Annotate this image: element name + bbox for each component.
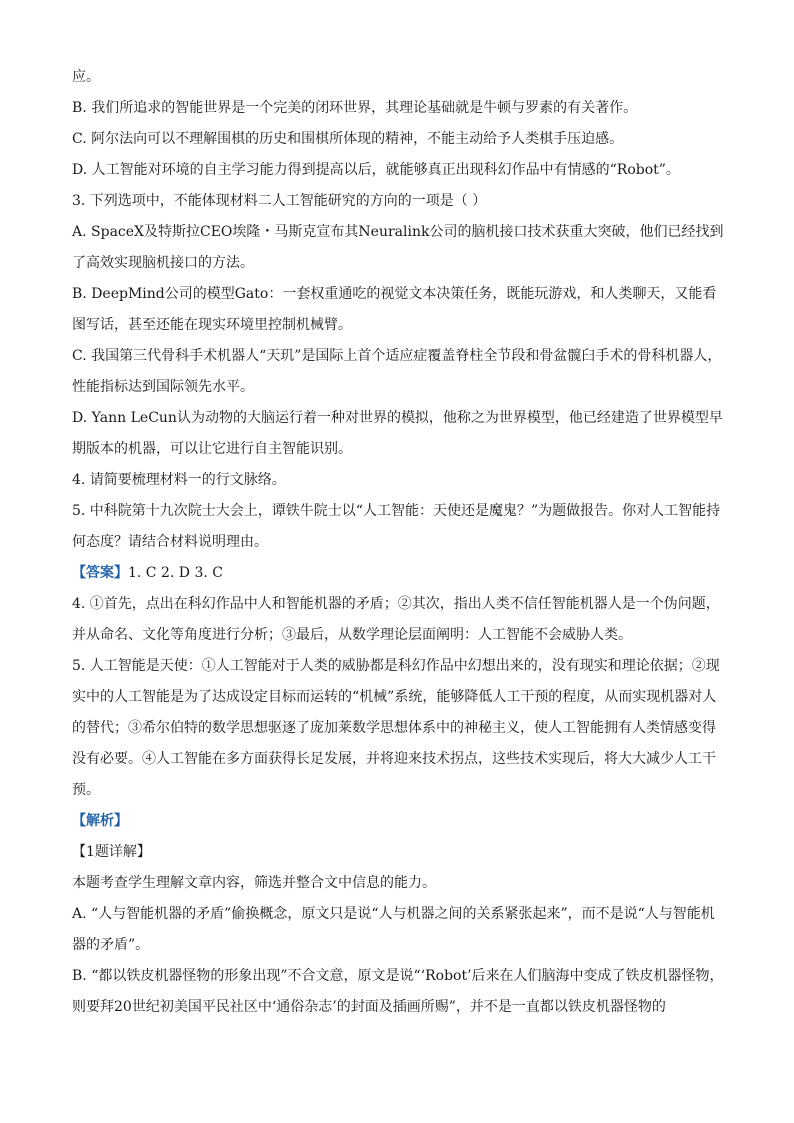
answer-4: 4. ①首先，点出在科幻作品中人和智能机器的矛盾；②其次，指出人类不信任智能机器人是一个伪问题，并从命名、文化等角度进行分析；③最后，从数学理论层面阐明：人工智能不会威胁人类。 — [72, 596, 720, 643]
question-3: 3. 下列选项中，不能体现材料二人工智能研究的方向的一项是（ ） — [72, 193, 487, 209]
answer-text: 1. C 2. D 3. C — [128, 565, 223, 581]
detail-heading: 【1题详解】 — [72, 844, 151, 860]
detail-b: B. “都以铁皮机器怪物的形象出现”不合文意，原文是说“‘Robot’后来在人们脑海中变成了铁皮机器怪物，则要拜20世纪初美国平民社区中‘通俗杂志’的封面及插画所赐”，并不是一直都以铁皮机器怪物的 — [72, 968, 724, 1015]
text-line: 应。 — [72, 69, 100, 85]
question-3-option-d: D. Yann LeCun认为动物的大脑运行着一种对世界的模拟，他称之为世界模型，他已经建造了世界模型早期版本的机器，可以让它进行自主智能识别。 — [72, 410, 723, 457]
document-page — [72, 62, 724, 1023]
option-c: C. 阿尔法向可以不理解围棋的历史和围棋所体现的精神，不能主动给予人类棋手压迫感。 — [72, 131, 624, 147]
analysis-label: 【解析】 — [72, 813, 128, 829]
answer-label: 【答案】 — [72, 565, 128, 581]
detail-a: A. “人与智能机器的矛盾”偷换概念，原文只是说“人与机器之间的关系紧张起来”，而不是说“人与智能机器的矛盾”。 — [72, 906, 715, 953]
question-5: 5. 中科院第十九次院士大会上，谭铁牛院士以“人工智能：天使还是魔鬼？”为题做报告。你对人工智能持何态度？请结合材料说明理由。 — [72, 503, 721, 550]
question-4: 4. 请简要梳理材料一的行文脉络。 — [72, 472, 286, 488]
question-3-option-a: A. SpaceX及特斯拉CEO埃隆・马斯克宣布其Neuralink公司的脑机接口技术获重大突破，他们已经找到了高效实现脑机接口的方法。 — [72, 224, 724, 271]
analysis-line — [72, 806, 724, 837]
question-3-option-b: B. DeepMind公司的模型Gato：一套权重通吃的视觉文本决策任务，既能玩游戏，和人类聊天，又能看图写话，甚至还能在现实环境里控制机械臂。 — [72, 286, 717, 333]
detail-intro: 本题考查学生理解文章内容，筛选并整合文中信息的能力。 — [72, 875, 436, 891]
option-b: B. 我们所追求的智能世界是一个完美的闭环世界，其理论基础就是牛顿与罗素的有关著作。 — [72, 100, 638, 116]
answer-line — [72, 558, 724, 589]
question-3-option-c: C. 我国第三代骨科手术机器人“天玑”是国际上首个适应症覆盖脊柱全节段和骨盆髋臼手术的骨科机器人，性能指标达到国际领先水平。 — [72, 348, 722, 395]
answer-5: 5. 人工智能是天使：①人工智能对于人类的威胁都是科幻作品中幻想出来的，没有现实和理论依据；②现实中的人工智能是为了达成设定目标而运转的“机械”系统，能够降低人工干预的程度，从而实现机器对人的替代；③希尔伯特的数学思想驱逐了庞加莱数学思想体系中的神秘主义，使人工智能拥有人类情感变得没有必要。④人工智能在多方面获得长足发展，并将迎来技术拐点，这些技术实现后，将大大减少人工干预。 — [72, 658, 720, 798]
option-d: D. 人工智能对环境的自主学习能力得到提高以后，就能够真正出现科幻作品中有情感的“Robot”。 — [72, 162, 680, 178]
